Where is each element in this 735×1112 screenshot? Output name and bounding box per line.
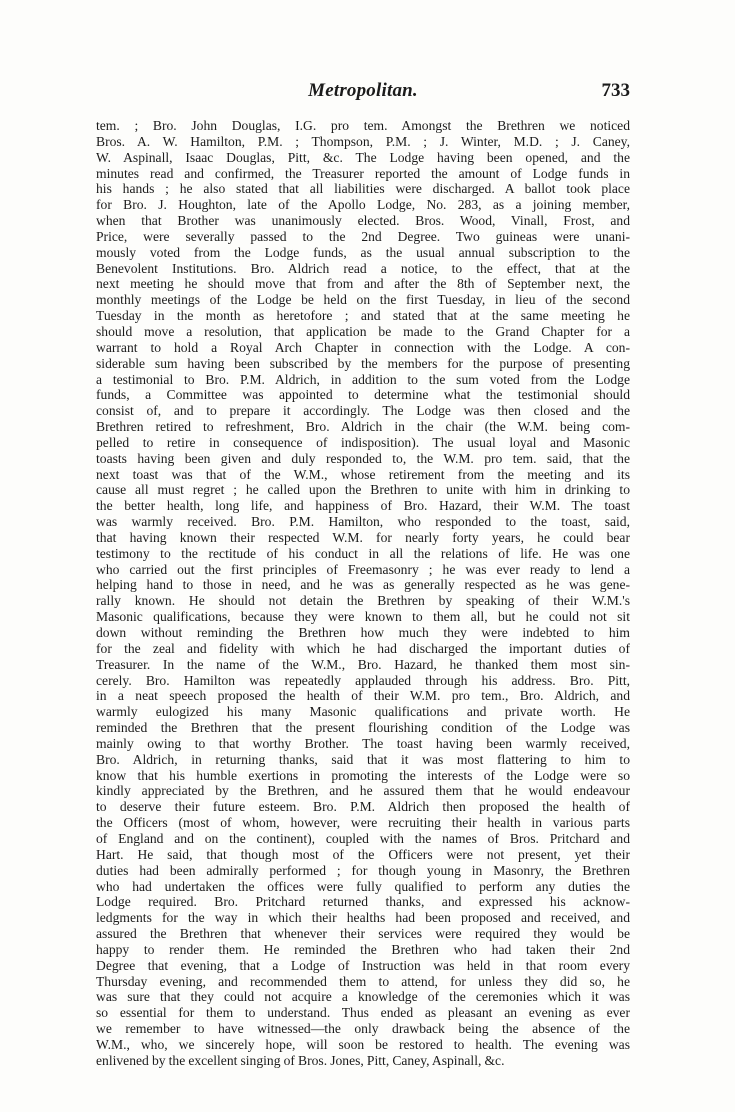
text-line: testimony to the rectitude of his conduct in all the relations of life. He was one — [96, 545, 630, 561]
text-line: warmly eulogized his many Masonic qualifications and private worth. He — [96, 704, 630, 720]
text-line: reminded the Brethren that the present flourishing condition of the Lodge was — [96, 720, 630, 736]
page-number: 733 — [601, 80, 630, 101]
text-line: of England and on the continent), coupled with the names of Bros. Pritchard and — [96, 830, 630, 846]
text-line: rally known. He should not detain the Brethren by speaking of their W.M.'s — [96, 593, 630, 609]
text-line: for the zeal and fidelity with which he had discharged the important duties of — [96, 640, 630, 656]
text-line: toasts having been given and duly responded to, the W.M. pro tem. said, that the — [96, 450, 630, 466]
text-line: Degree that evening, that a Lodge of Instruction was held in that room every — [96, 957, 630, 973]
text-line: next toast was that of the W.M., whose retirement from the meeting and its — [96, 466, 630, 482]
text-line: a testimonial to Bro. P.M. Aldrich, in addition to the sum voted from the Lodge — [96, 371, 630, 387]
text-line: should move a resolution, that application be made to the Grand Chapter for a — [96, 323, 630, 339]
text-line: next meeting he should move that from and after the 8th of September next, the — [96, 276, 630, 292]
running-title: Metropolitan. — [308, 80, 418, 101]
text-line: was warmly received. Bro. P.M. Hamilton, who responded to the toast, said, — [96, 514, 630, 530]
text-line: W.M., who, we sincerely hope, will soon be restored to health. The evening was — [96, 1036, 630, 1052]
text-line: so essential for them to understand. Thus ended as pleasant an evening as ever — [96, 1005, 630, 1021]
text-line: siderable sum having been subscribed by the members for the purpose of presenting — [96, 355, 630, 371]
text-line: Lodge required. Bro. Pritchard returned thanks, and expressed his acknow- — [96, 894, 630, 910]
text-line: the better health, long life, and happiness of Bro. Hazard, their W.M. The toast — [96, 498, 630, 514]
text-line: was sure that they could not acquire a knowledge of the ceremonies which it was — [96, 989, 630, 1005]
text-line: Tuesday in the month as heretofore ; and stated that at the same meeting he — [96, 308, 630, 324]
text-line: tem. ; Bro. John Douglas, I.G. pro tem. Amongst the Brethren we noticed — [96, 118, 630, 133]
text-line: Bros. A. W. Hamilton, P.M. ; Thompson, P.M. ; J. Winter, M.D. ; J. Caney, — [96, 133, 630, 149]
text-line: Thursday evening, and recommended them to attend, for unless they did so, he — [96, 973, 630, 989]
text-line: when that Brother was unanimously elected. Bros. Wood, Vinall, Frost, and — [96, 213, 630, 229]
text-line: the Officers (most of whom, however, were recruiting their health in various parts — [96, 815, 630, 831]
text-line: Brethren retired to refreshment, Bro. Aldrich in the chair (the W.M. being com- — [96, 419, 630, 435]
text-line: warrant to hold a Royal Arch Chapter in connection with the Lodge. A con- — [96, 339, 630, 355]
text-line: minutes read and confirmed, the Treasurer reported the amount of Lodge funds in — [96, 165, 630, 181]
text-line: Benevolent Institutions. Bro. Aldrich read a notice, to the effect, that at the — [96, 260, 630, 276]
text-line: down without reminding the Brethren how much they were indebted to him — [96, 625, 630, 640]
text-line: know that his humble exertions in promoting the interests of the Lodge were so — [96, 767, 630, 783]
text-line: enlivened by the excellent singing of Bros. Jones, Pitt, Caney, Aspinall, &c. — [96, 1052, 505, 1068]
text-line: W. Aspinall, Isaac Douglas, Pitt, &c. The Lodge having been opened, and the — [96, 149, 630, 165]
text-line: his hands ; he also stated that all liabilities were discharged. A ballot took place — [96, 181, 630, 197]
text-line: to deserve their future esteem. Bro. P.M. Aldrich then proposed the health of — [96, 799, 630, 815]
text-line: we remember to have witnessed—the only drawback being the absence of the — [96, 1021, 630, 1037]
text-line: duties had been admirally performed ; for though young in Masonry, the Brethren — [96, 862, 630, 878]
text-line: kindly appreciated by the Brethren, and he assured them that he would endeavour — [96, 783, 630, 799]
text-line: Masonic qualifications, because they were known to them all, but he could not sit — [96, 609, 630, 625]
text-line: assured the Brethren that whenever their services were required they would be — [96, 926, 630, 942]
text-line: Price, were severally passed to the 2nd Degree. Two guineas were unani- — [96, 228, 630, 244]
text-line: ledgments for the way in which their healths had been proposed and received, and — [96, 910, 630, 926]
text-line: funds, a Committee was appointed to determine what the testimonial should — [96, 387, 630, 403]
text-line: happy to render them. He reminded the Brethren who had taken their 2nd — [96, 941, 630, 957]
text-line: Hart. He said, that though most of the Officers were not present, yet their — [96, 846, 630, 862]
text-line: that having known their respected W.M. for nearly forty years, he could bear — [96, 529, 630, 545]
text-line: who carried out the first principles of Freemasonry ; he was ever ready to lend a — [96, 561, 630, 577]
text-line: for Bro. J. Houghton, late of the Apollo Lodge, No. 283, as a joining member, — [96, 197, 630, 213]
text-line: helping hand to those in need, and he was as generally respected as he was gene- — [96, 577, 630, 593]
text-line: mously voted from the Lodge funds, as the usual annual subscription to the — [96, 244, 630, 260]
article-body — [96, 118, 630, 1069]
text-line: consist of, and to prepare it accordingly. The Lodge was then closed and the — [96, 403, 630, 419]
text-line: cerely. Bro. Hamilton was repeatedly applauded through his address. Bro. Pitt, — [96, 672, 630, 688]
text-line: Treasurer. In the name of the W.M., Bro. Hazard, he thanked them most sin- — [96, 656, 630, 672]
text-line: cause all must regret ; he called upon the Brethren to unite with him in drinking to — [96, 482, 630, 498]
text-line: pelled to retire in consequence of indisposition). The usual loyal and Masonic — [96, 434, 630, 450]
text-line: monthly meetings of the Lodge be held on the first Tuesday, in lieu of the second — [96, 292, 630, 308]
text-line: Bro. Aldrich, in returning thanks, said that it was most flattering to him to — [96, 751, 630, 767]
text-line: mainly owing to that worthy Brother. The toast having been warmly received, — [96, 735, 630, 751]
text-line: in a neat speech proposed the health of their W.M. pro tem., Bro. Aldrich, and — [96, 688, 630, 704]
text-line: who had undertaken the offices were fully qualified to perform any duties the — [96, 878, 630, 894]
running-head — [96, 80, 630, 110]
